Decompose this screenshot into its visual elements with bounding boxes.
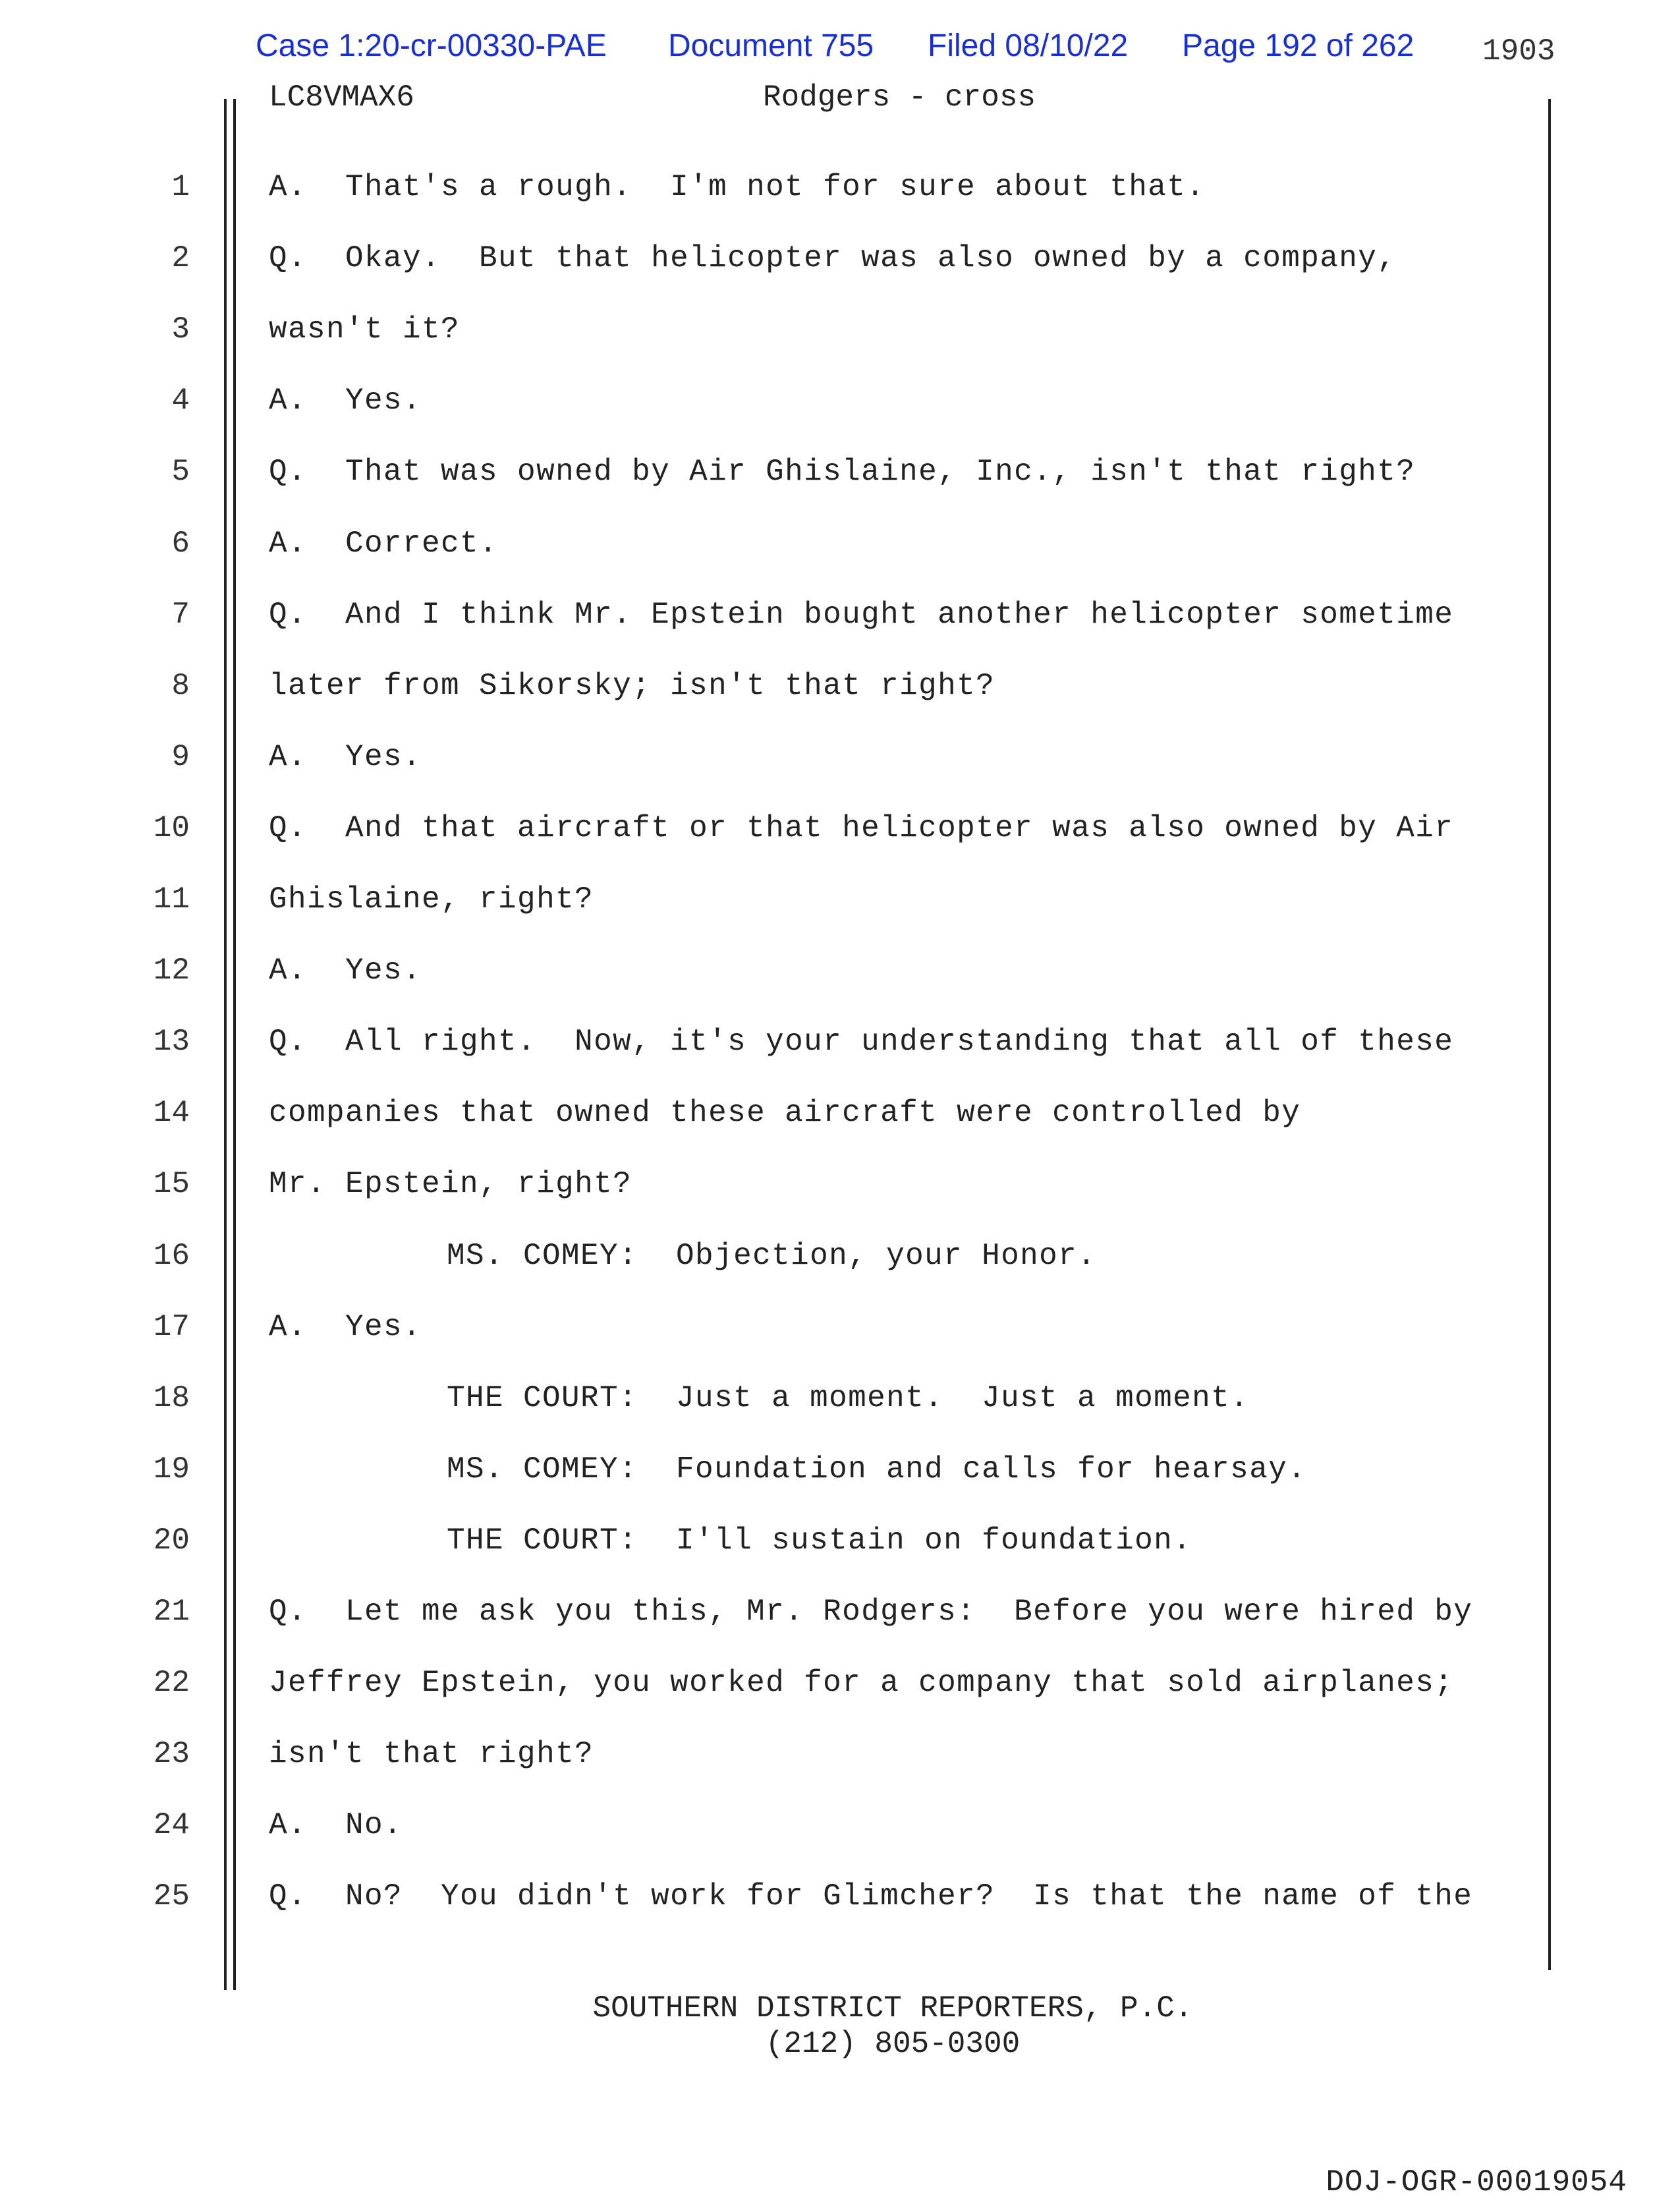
line-text: Q. Let me ask you this, Mr. Rodgers: Before you were hired by — [269, 1595, 1473, 1629]
transcript-line — [0, 669, 1680, 722]
line-text: A. Yes. — [269, 739, 422, 774]
transcript-line — [0, 740, 1680, 793]
line-text: Ghislaine, right? — [269, 882, 594, 917]
transcript-line — [0, 312, 1680, 365]
line-text: A. That's a rough. I'm not for sure about that. — [269, 170, 1206, 204]
line-number: 1 — [171, 170, 190, 204]
line-number: 2 — [171, 241, 190, 276]
page-count: Page 192 of 262 — [1182, 28, 1414, 63]
line-text: isn't that right? — [269, 1737, 594, 1772]
line-number: 9 — [171, 739, 190, 774]
line-text: Q. No? You didn't work for Glimcher? Is that the name of the — [269, 1879, 1473, 1914]
line-text: A. Yes. — [269, 1309, 422, 1344]
transcript-line — [0, 526, 1680, 579]
line-number: 16 — [153, 1238, 190, 1273]
transcript-line — [0, 1096, 1680, 1149]
line-number: 15 — [153, 1167, 190, 1202]
transcript-line — [0, 953, 1680, 1006]
line-number: 25 — [153, 1879, 190, 1914]
transcript-line — [0, 1737, 1680, 1790]
line-text: MS. COMEY: Foundation and calls for hearsay. — [447, 1452, 1307, 1487]
transcript-line — [0, 1452, 1680, 1505]
line-number: 10 — [153, 810, 190, 845]
filed-date: Filed 08/10/22 — [928, 28, 1129, 63]
transcript-line — [0, 1167, 1680, 1220]
line-number: 23 — [153, 1737, 190, 1772]
line-text: MS. COMEY: Objection, your Honor. — [447, 1238, 1097, 1273]
line-text: Q. And I think Mr. Epstein bought another helicopter sometime — [269, 597, 1454, 632]
footer-phone: (212) 805-0300 — [765, 2027, 1021, 2061]
transcript-line — [0, 882, 1680, 935]
line-number: 11 — [153, 882, 190, 917]
line-number: 22 — [153, 1666, 190, 1701]
line-text: Q. That was owned by Air Ghislaine, Inc., isn't that right? — [269, 455, 1416, 490]
line-number: 5 — [171, 455, 190, 490]
transcript-line — [0, 1808, 1680, 1861]
line-text: companies that owned these aircraft were controlled by — [269, 1096, 1301, 1131]
transcript-line — [0, 598, 1680, 650]
header-title: Rodgers - cross — [763, 80, 1036, 115]
transcript-line — [0, 1595, 1680, 1647]
bates-number: DOJ-OGR-00019054 — [1326, 2165, 1627, 2199]
line-number: 13 — [153, 1025, 190, 1060]
case-number: Case 1:20-cr-00330-PAE — [256, 28, 607, 63]
transcript-line — [0, 241, 1680, 294]
line-text: wasn't it? — [269, 312, 461, 347]
line-number: 6 — [171, 526, 190, 561]
header-code: LC8VMAX6 — [269, 80, 414, 115]
transcript-line — [0, 455, 1680, 507]
transcript-line — [0, 1025, 1680, 1077]
transcript-line — [0, 811, 1680, 864]
line-number: 17 — [153, 1309, 190, 1344]
line-number: 14 — [153, 1096, 190, 1131]
line-text: THE COURT: Just a moment. Just a moment. — [447, 1380, 1250, 1415]
line-number: 24 — [153, 1808, 190, 1843]
line-number: 4 — [171, 383, 190, 418]
line-text: Mr. Epstein, right? — [269, 1167, 632, 1202]
line-text: Q. Okay. But that helicopter was also owned by a company, — [269, 241, 1397, 276]
transcript-line — [0, 1381, 1680, 1434]
transcript-line — [0, 383, 1680, 436]
transcript-line — [0, 1239, 1680, 1291]
line-number: 7 — [171, 597, 190, 632]
line-number: 12 — [153, 953, 190, 988]
case-stamp — [0, 28, 1680, 74]
transcript-line — [0, 1666, 1680, 1718]
transcript-line — [0, 170, 1680, 223]
line-text: Q. All right. Now, it's your understanding that all of these — [269, 1025, 1454, 1060]
document-number: Document 755 — [668, 28, 874, 63]
footer-reporters: SOUTHERN DISTRICT REPORTERS, P.C. — [592, 1991, 1193, 2026]
line-number: 20 — [153, 1523, 190, 1558]
line-text: later from Sikorsky; isn't that right? — [269, 668, 995, 703]
transcript-page-number: 1903 — [1482, 34, 1555, 69]
line-text: A. No. — [269, 1808, 403, 1843]
line-number: 19 — [153, 1452, 190, 1487]
line-text: A. Yes. — [269, 383, 422, 418]
line-number: 3 — [171, 312, 190, 347]
line-text: A. Yes. — [269, 953, 422, 988]
transcript-line — [0, 1879, 1680, 1932]
line-number: 8 — [171, 668, 190, 703]
transcript-line — [0, 1310, 1680, 1363]
line-text: THE COURT: I'll sustain on foundation. — [447, 1523, 1192, 1558]
line-text: Q. And that aircraft or that helicopter was also owned by Air — [269, 810, 1454, 845]
line-number: 18 — [153, 1380, 190, 1415]
line-text: A. Correct. — [269, 526, 499, 561]
line-number: 21 — [153, 1595, 190, 1629]
line-text: Jeffrey Epstein, you worked for a company that sold airplanes; — [269, 1666, 1454, 1701]
transcript-line — [0, 1523, 1680, 1576]
